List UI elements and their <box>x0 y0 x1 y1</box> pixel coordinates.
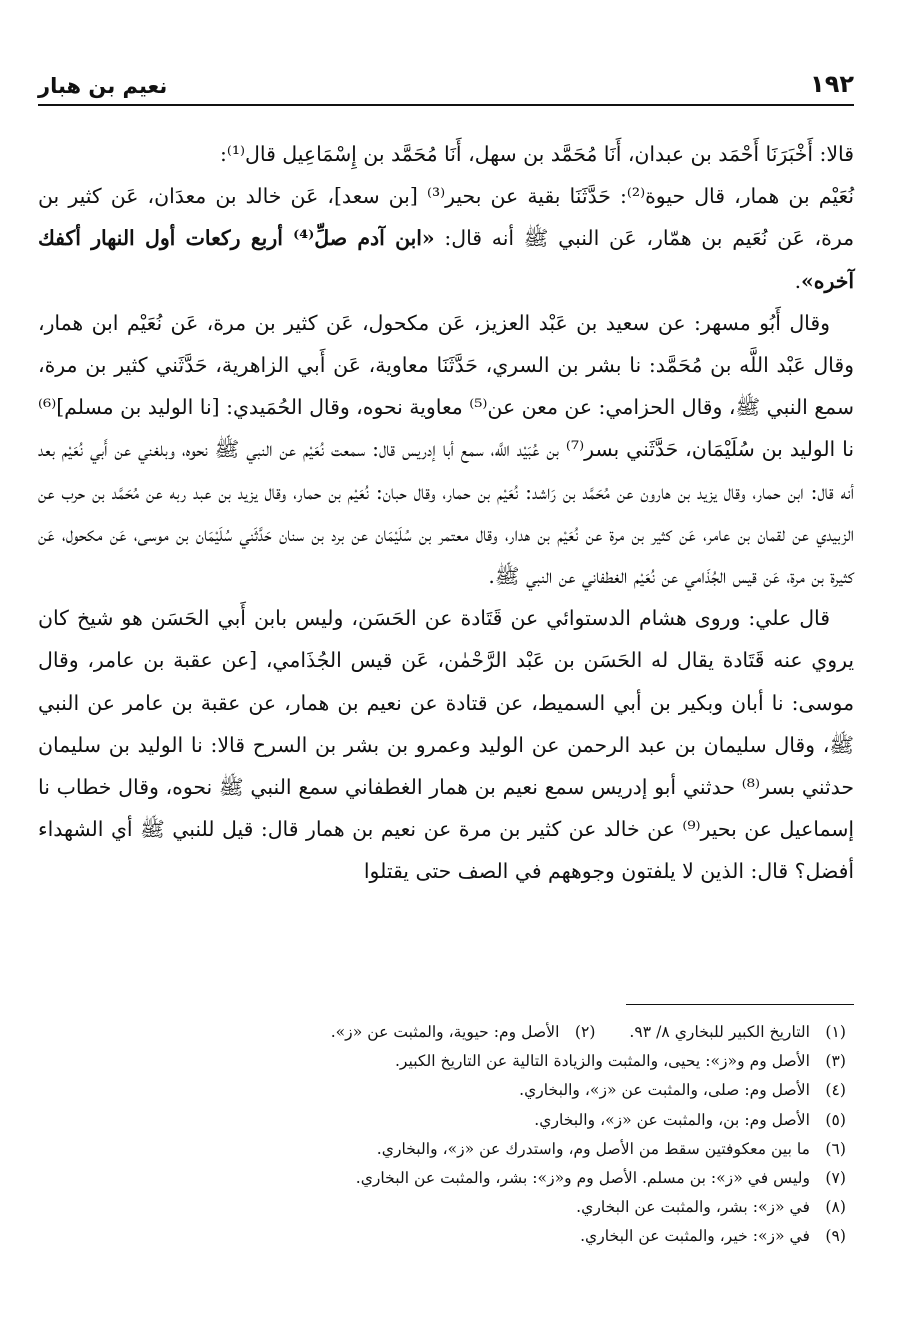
running-title: نعيم بن هبار <box>38 74 168 98</box>
paragraph-2-end: . <box>794 268 802 293</box>
footnotes <box>60 1018 846 1252</box>
page-number: ١٩٢ <box>810 70 854 98</box>
footnote-number: (٤) <box>825 1081 846 1100</box>
paragraph-1: قالا: أَخْبَرَنَا أَحْمَد بن عبدان، أَنَا مُحَمَّد بن سهل، أَنَا مُحَمَّد بن إِسْمَاعِيل قال⁽¹⁾: <box>219 142 854 166</box>
footnote-number: (٥) <box>825 1110 846 1129</box>
footnote-text: الأصل وم: بن، والمثبت عن «ز»، والبخاري. <box>534 1110 810 1129</box>
hadith-text: «ابن آدم صلِّ⁽⁴⁾ أربع ركعات أول النهار أكفك آخره» <box>38 226 854 293</box>
footnote-9 <box>60 1222 846 1251</box>
footnote-4 <box>60 1076 846 1105</box>
footnote-row-1 <box>60 1018 846 1047</box>
footnote-1 <box>629 1018 846 1047</box>
footnote-number: (٩) <box>825 1227 846 1246</box>
footnote-text: ما بين معكوفتين سقط من الأصل وم، واستدرك عن «ز»، والبخاري. <box>376 1139 810 1158</box>
footnote-8 <box>60 1193 846 1222</box>
paragraph-2 <box>38 175 854 302</box>
footnote-number: (١) <box>825 1023 846 1041</box>
footnote-text: في «ز»: بشر، والمثبت عن البخاري. <box>576 1198 810 1217</box>
footnote-number: (٢) <box>574 1023 596 1041</box>
footnote-number: (٦) <box>825 1139 846 1158</box>
main-text <box>38 133 854 893</box>
paragraph-3: وقال أَبُو مسهر: عن سعيد بن عَبْد العزيز، عَن مكحول، عَن كثير بن مرة، عَن نُعَيْم ابن همار، وقال عَبْد اللَّه بن مُحَمَّد: نا بشر بن السري، حَدَّثَنَا معاوية، عَن أَبي الزاهرية، حَدَّثَني كثير بن مرة، سمع النبي ﷺ، وقال الحزامي: عن معن عن⁽⁵⁾ معاوية نحوه، وقال الحُمَيدي: [نا الوليد بن مسلم]⁽⁶⁾ نا الوليد بن سُلَيْمَان، حَدَّثَني بسر⁽⁷⁾ بن عُبَيْد اللَّه، سمع أبا إدريس قال: سمعت نُعَيْم عن النبي ﷺ نحوه، وبلغني عن أَبي نُعَيْم بعد أنه قال: ابن حمار، وقال يزيد بن هارون عن مُحَمَّد بن رَاشد: نُعَيْم بن حمار، وقال حبان: نُعَيْم بن حمار، وقال يزيد بن عبد ربه عن مُحَمَّد بن حرب عن الزبيدي عن لقمان بن عامر، عَن كثير بن مرة عن نُعَيْم بن هدار، وقال معتمر بن سُلَيْمَان عن برد بن سنان حَدَّثَني سُلَيْمَان بن موسى، عَن مكحول، عَن كثيرة بن مرة، عَن قيس الجُذَامي عن نُعَيْم الغطفاني عن النبي ﷺ. <box>38 310 854 589</box>
footnote-number: (٣) <box>825 1052 846 1071</box>
footnote-6 <box>60 1135 846 1164</box>
footnote-number: (٧) <box>825 1169 846 1188</box>
footnote-3 <box>60 1047 846 1076</box>
footnote-text: الأصل وم: صلى، والمثبت عن «ز»، والبخاري. <box>519 1081 810 1100</box>
footnote-text: الأصل وم و«ز»: يحيى، والمثبت والزيادة التالية عن التاريخ الكبير. <box>394 1052 810 1071</box>
page-header <box>38 64 854 106</box>
footnote-text: وليس في «ز»: بن مسلم. الأصل وم و«ز»: بشر، والمثبت عن البخاري. <box>355 1169 810 1188</box>
footnote-number: (٨) <box>825 1198 846 1217</box>
footnote-text: التاريخ الكبير للبخاري ٨/ ٩٣. <box>629 1023 810 1041</box>
footnote-separator <box>626 1004 854 1005</box>
footnote-text: الأصل وم: حيوية، والمثبت عن «ز». <box>330 1023 560 1041</box>
footnote-text: في «ز»: خير، والمثبت عن البخاري. <box>580 1227 810 1246</box>
footnote-5 <box>60 1106 846 1135</box>
footnote-2 <box>331 1018 596 1047</box>
paragraph-4: قال علي: وروى هشام الدستوائي عن قَتَادة عن الحَسَن، وليس بابن أَبي الحَسَن هو شيخ كان يروي عنه قَتَادة يقال له الحَسَن بن عَبْد الرَّحْمٰن، عَن قيس الجُذَامي، [عن عقبة بن عامر، وقال موسى: نا أبان وبكير بن أبي السميط، عن قتادة عن نعيم بن همار، عن عقبة بن عامر عن النبي ﷺ، وقال سليمان بن عبد الرحمن عن الوليد وعمرو بن بشر بن السرح قالا: نا الوليد بن سليمان حدثني بسر⁽⁸⁾ حدثني أبو إدريس سمع نعيم بن همار الغطفاني سمع النبي ﷺ نحوه، وقال خطاب نا إسماعيل عن بحير⁽⁹⁾ عن خالد عن كثير بن مرة عن نعيم بن همار قال: قيل للنبي ﷺ أي الشهداء أفضل؟ قال: الذين لا يلفتون وجوههم في الصف حتى يقتلوا <box>38 606 854 884</box>
footnote-7 <box>60 1164 846 1193</box>
paragraph-2-isnad: نُعَيْم بن همار، قال حيوة⁽²⁾: حَدَّثَنَا بقية عن بحير⁽³⁾ [بن سعد]، عَن خالد بن معدَان، عَن كثير بن مرة، عَن نُعَيم بن همّار، عَن النبي ﷺ أنه قال: <box>38 184 854 251</box>
